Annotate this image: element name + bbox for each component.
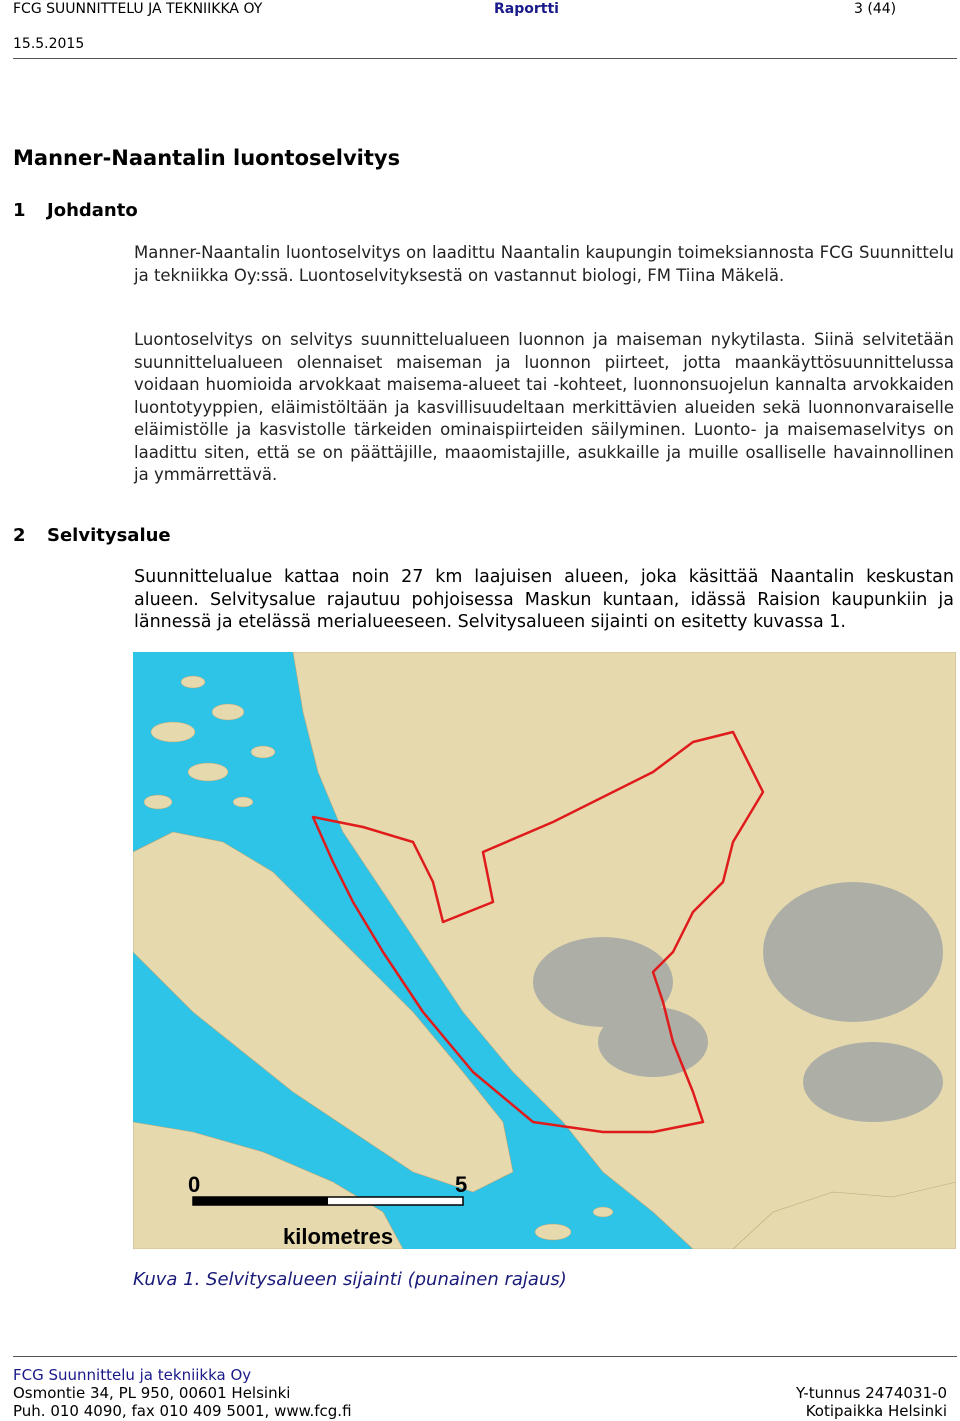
paragraph-study-area: Suunnittelualue kattaa noin 27 km laajuisen alueen, joka käsittää Naantalin keskustan alueen. Selvitysalue rajautuu pohjoisessa Maskun kuntaan, idässä Raision kaupunkiin ja lännessä ja etelässä merialueeseen. Selvitysalueen sijainti on esitetty kuvassa 1. xyxy=(134,567,954,632)
footer-address: Osmontie 34, PL 950, 00601 Helsinki xyxy=(13,1384,291,1402)
scale-label-start: 0 xyxy=(188,1172,201,1197)
section-title: Selvitysalue xyxy=(47,525,171,546)
figure-caption: Kuva 1. Selvitysalueen sijainti (punainen rajaus) xyxy=(133,1269,567,1290)
section-heading-1 xyxy=(13,200,138,221)
section-number: 1 xyxy=(13,200,26,221)
footer-divider xyxy=(13,1356,957,1357)
study-area-map xyxy=(133,652,956,1249)
header-company: FCG SUUNNITTELU JA TEKNIIKKA OY xyxy=(13,1,263,17)
footer-domicile: Kotipaikka Helsinki xyxy=(805,1402,947,1420)
scale-label-end: 5 xyxy=(455,1172,468,1197)
footer-business-id: Y-tunnus 2474031-0 xyxy=(795,1384,947,1402)
section-number: 2 xyxy=(13,525,26,546)
header-page-number: 3 (44) xyxy=(854,1,897,17)
header-doc-type: Raportti xyxy=(494,1,559,17)
header-divider xyxy=(13,58,957,59)
section-heading-2 xyxy=(13,525,171,546)
paragraph-intro-2: Luontoselvitys on selvitys suunnittelualueen luonnon ja maiseman nykytilasta. Siinä selvitetään suunnittelualueen olennaiset maiseman ja luonnon piirteet, jotta maankäyttösuunnittelussa voidaan huomioida arvokkaat maisema-alueet tai -kohteet, luonnonsuojelun kannalta arvokkaiden luontotyyppien, eläimistöltään ja kasvillisuudeltaan merkittävien alueiden sekä luonnonvaraiselle eläimistölle ja kasvistolle tärkeiden ominaispiirteiden säilyminen. Luonto- ja maisemaselvitys on laadittu siten, että se on päättäjille, maaomistajille, asukkaille ja muille osalliselle havainnollinen ja ymmärrettävä. xyxy=(134,330,954,484)
footer-contact: Puh. 010 4090, fax 010 409 5001, www.fcg.fi xyxy=(13,1402,352,1420)
scale-unit-label: kilometres xyxy=(283,1224,394,1249)
document-title: Manner-Naantalin luontoselvitys xyxy=(13,146,401,170)
paragraph-intro-1: Manner-Naantalin luontoselvitys on laadittu Naantalin kaupungin toimeksiannosta FCG Suunnittelu ja tekniikka Oy:ssä. Luontoselvityksestä on vastannut biologi, FM Tiina Mäkelä. xyxy=(134,243,954,285)
footer-company: FCG Suunnittelu ja tekniikka Oy xyxy=(13,1366,252,1384)
section-title: Johdanto xyxy=(47,200,138,221)
page-header xyxy=(0,0,960,60)
header-date: 15.5.2015 xyxy=(13,36,85,52)
